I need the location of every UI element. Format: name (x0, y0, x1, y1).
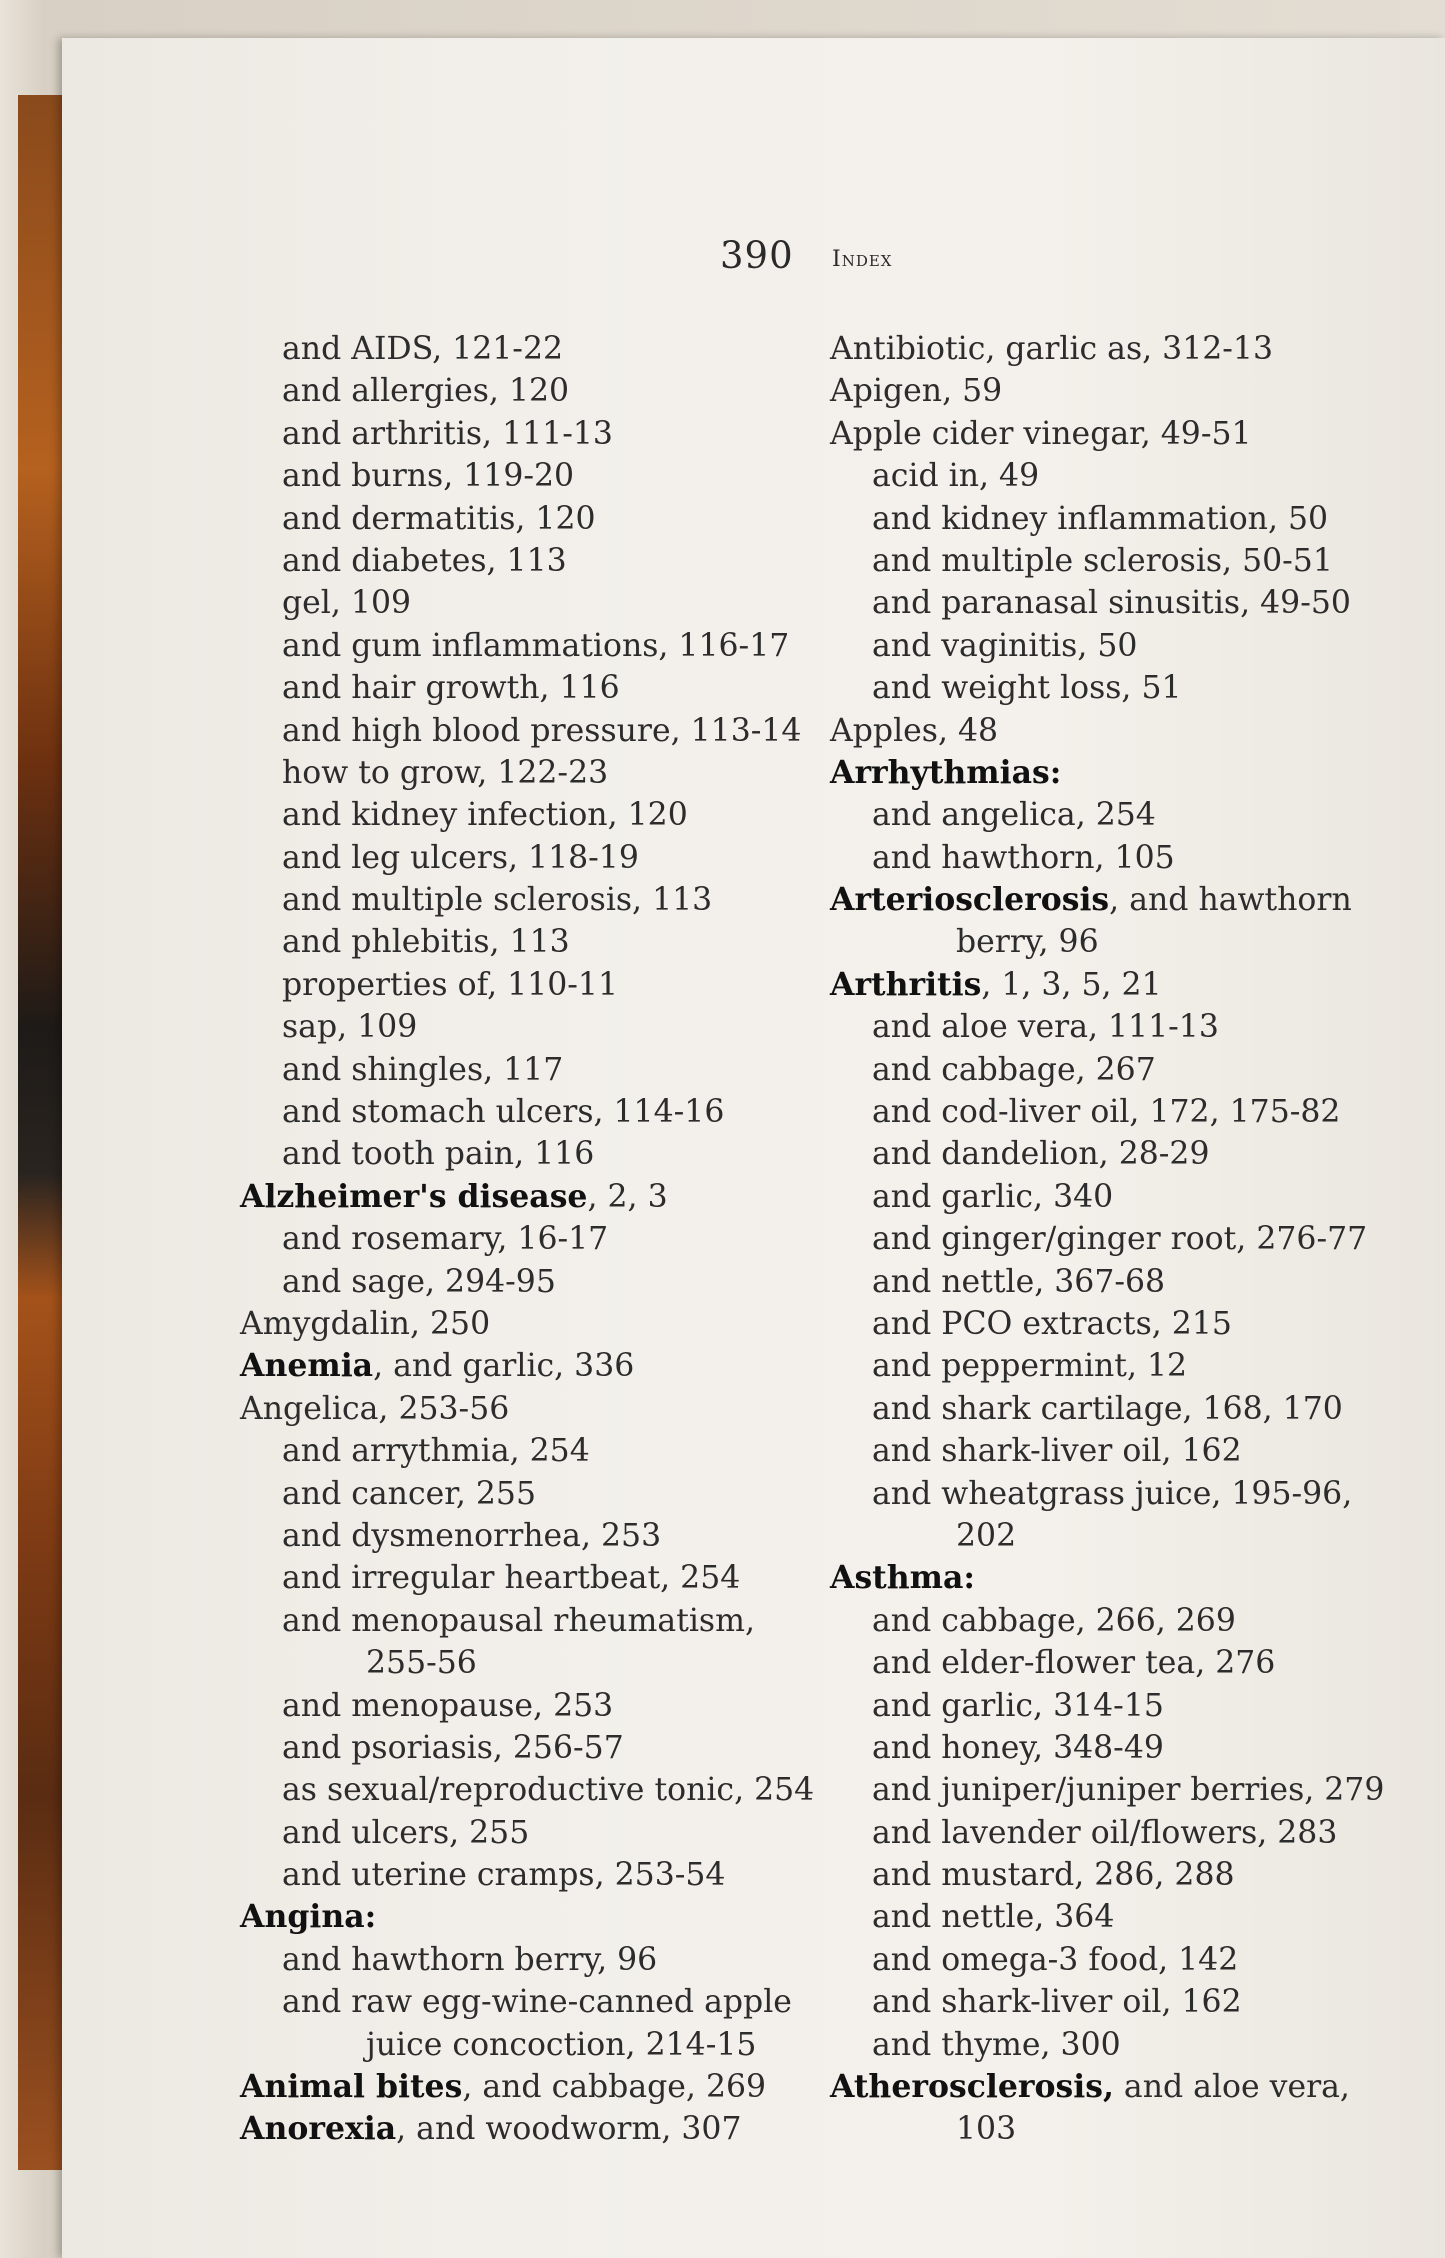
index-entry-text: and nettle, 367-68 (872, 1263, 1166, 1300)
index-entry (240, 1600, 860, 1642)
index-entry-text: and gum inflammations, 116-17 (282, 627, 790, 664)
index-entry-text: and hawthorn, 105 (872, 839, 1175, 876)
index-entry-text: , and woodworm, 307 (396, 2111, 742, 2148)
index-entry-text: and shark cartilage, 168, 170 (872, 1390, 1343, 1427)
index-entry-text: and angelica, 254 (872, 797, 1156, 834)
index-entry-text: and nettle, 364 (872, 1899, 1115, 1936)
index-heading-term: Atherosclerosis, (830, 2068, 1114, 2106)
index-entry (830, 837, 1430, 879)
index-entry (830, 1303, 1430, 1345)
index-entry-text: and shingles, 117 (282, 1051, 564, 1088)
index-entry-text: and multiple sclerosis, 113 (282, 882, 713, 919)
index-entry (830, 1769, 1430, 1811)
index-entry (830, 1557, 1430, 1599)
index-entry (240, 328, 860, 370)
index-entry-text: and hair growth, 116 (282, 670, 620, 707)
index-entry (830, 879, 1430, 921)
index-entry-text: and weight loss, 51 (872, 670, 1182, 707)
index-entry (240, 1388, 860, 1430)
index-entry (830, 625, 1430, 667)
index-entry (240, 1430, 860, 1472)
index-entry-text: and raw egg-wine-canned apple (282, 1984, 792, 2021)
index-entry-text: and shark-liver oil, 162 (872, 1984, 1242, 2021)
index-entry (830, 1049, 1430, 1091)
index-entry (240, 1176, 860, 1218)
index-entry-text: and PCO extracts, 215 (872, 1305, 1232, 1342)
index-entry (830, 1939, 1430, 1981)
index-entry-text: and aloe vera, (1113, 2069, 1350, 2106)
index-entry-text: and garlic, 314-15 (872, 1687, 1164, 1724)
index-entry (240, 2024, 860, 2066)
index-entry (830, 1345, 1430, 1387)
index-heading-term: Anemia (240, 1347, 374, 1385)
index-entry (240, 498, 860, 540)
index-entry-text: and vaginitis, 50 (872, 627, 1138, 664)
index-entry-text: how to grow, 122-23 (282, 754, 609, 791)
index-entry-text: and phlebitis, 113 (282, 924, 570, 961)
index-entry (830, 1430, 1430, 1472)
index-entry (240, 1091, 860, 1133)
index-entry (240, 921, 860, 963)
index-entry (240, 964, 860, 1006)
index-entry-text: 103 (956, 2111, 1017, 2148)
index-entry (830, 1727, 1430, 1769)
index-entry-text: gel, 109 (282, 585, 412, 622)
index-entry-text: and cod-liver oil, 172, 175-82 (872, 1094, 1341, 1131)
page-header (62, 234, 1445, 294)
index-entry-text: and dandelion, 28-29 (872, 1136, 1210, 1173)
index-entry-text: and ulcers, 255 (282, 1814, 530, 1851)
index-entry (830, 1812, 1430, 1854)
index-page (62, 38, 1445, 2258)
index-entry (240, 413, 860, 455)
index-heading-term: Arteriosclerosis (830, 881, 1110, 919)
index-entry (240, 2108, 860, 2150)
index-entry (830, 1473, 1430, 1515)
index-entry-text: as sexual/reproductive tonic, 254 (282, 1772, 815, 1809)
index-entry (240, 1939, 860, 1981)
index-entry (240, 1854, 860, 1896)
index-column-left (240, 328, 860, 2151)
index-entry-text: and cabbage, 266, 269 (872, 1602, 1236, 1639)
index-entry-text: and uterine cramps, 253-54 (282, 1857, 726, 1894)
index-entry (240, 1133, 860, 1175)
index-entry (830, 582, 1430, 624)
index-entry-text: , and hawthorn (1109, 882, 1352, 919)
index-entry (830, 667, 1430, 709)
index-entry-text: and juniper/juniper berries, 279 (872, 1772, 1385, 1809)
index-entry (240, 1727, 860, 1769)
index-entry (240, 1981, 860, 2023)
index-entry-text: Apple cider vinegar, 49-51 (830, 415, 1252, 452)
index-entry (830, 1854, 1430, 1896)
index-entry-text: and sage, 294-95 (282, 1263, 556, 1300)
index-entry-text: and elder-flower tea, 276 (872, 1645, 1276, 1682)
index-entry (240, 794, 860, 836)
index-heading-term: Angina: (240, 1898, 377, 1936)
index-entry-text: and wheatgrass juice, 195-96, (872, 1475, 1353, 1512)
index-entry (240, 625, 860, 667)
index-entry-text: and menopausal rheumatism, (282, 1602, 755, 1639)
index-heading-term: Arrhythmias: (830, 753, 1062, 791)
book-spine (18, 95, 68, 2170)
index-entry (830, 1685, 1430, 1727)
index-entry-text: and AIDS, 121-22 (282, 331, 564, 367)
index-entry (830, 1600, 1430, 1642)
index-entry-text: and aloe vera, 111-13 (872, 1009, 1219, 1046)
index-entry-text: and hawthorn berry, 96 (282, 1941, 658, 1978)
index-entry (830, 413, 1430, 455)
index-entry (830, 2024, 1430, 2066)
index-entry-text: and menopause, 253 (282, 1687, 614, 1724)
index-entry (240, 1769, 860, 1811)
index-entry (830, 2108, 1430, 2150)
index-entry-text: and shark-liver oil, 162 (872, 1433, 1242, 1470)
index-entry (830, 2066, 1430, 2108)
index-entry (830, 1388, 1430, 1430)
index-entry-text: and burns, 119-20 (282, 458, 575, 495)
index-entry (830, 752, 1430, 794)
index-entry-text: and cabbage, 267 (872, 1051, 1156, 1088)
index-entry (830, 710, 1430, 752)
index-entry-text: and lavender oil/flowers, 283 (872, 1814, 1338, 1851)
index-entry-text: and honey, 348-49 (872, 1729, 1164, 1766)
index-entry-text: and kidney inflammation, 50 (872, 500, 1329, 537)
index-entry (240, 1642, 860, 1684)
index-heading-term: Animal bites (240, 2068, 463, 2106)
index-entry (830, 1515, 1430, 1557)
index-entry-text: and kidney infection, 120 (282, 797, 688, 834)
index-entry (240, 1345, 860, 1387)
index-entry (240, 1557, 860, 1599)
index-entry (830, 1896, 1430, 1938)
index-heading-term: Arthritis (830, 965, 982, 1003)
index-entry (830, 1006, 1430, 1048)
index-entry-text: Apigen, 59 (830, 373, 1003, 410)
index-entry-text: sap, 109 (282, 1009, 418, 1046)
index-entry (830, 1091, 1430, 1133)
index-entry (830, 1981, 1430, 2023)
index-entry-text: berry, 96 (956, 924, 1099, 961)
index-entry-text: , 1, 3, 5, 21 (981, 966, 1162, 1003)
index-entry (240, 667, 860, 709)
index-entry-text: , 2, 3 (587, 1178, 668, 1215)
index-entry-text: and thyme, 300 (872, 2026, 1121, 2063)
index-entry-text: juice concoction, 214-15 (366, 2026, 757, 2063)
index-entry (830, 964, 1430, 1006)
index-entry (240, 710, 860, 752)
index-entry-text: Apples, 48 (830, 712, 999, 749)
index-entry (830, 498, 1430, 540)
index-entry-text: and paranasal sinusitis, 49-50 (872, 585, 1351, 622)
index-entry-text: Antibiotic, garlic as, 312-13 (830, 331, 1273, 367)
index-entry (240, 1006, 860, 1048)
index-entry-text: 255-56 (366, 1645, 477, 1682)
index-entry-text: and stomach ulcers, 114-16 (282, 1094, 725, 1131)
index-entry-text: and diabetes, 113 (282, 542, 567, 579)
index-entry (830, 794, 1430, 836)
index-entry-text: and ginger/ginger root, 276-77 (872, 1221, 1368, 1258)
index-entry (240, 582, 860, 624)
index-entry (830, 1261, 1430, 1303)
index-entry-text: properties of, 110-11 (282, 966, 618, 1003)
index-entry-text: Angelica, 253-56 (240, 1390, 510, 1427)
running-head: Index (832, 247, 893, 272)
index-entry-text: acid in, 49 (872, 458, 1040, 495)
index-entry (240, 370, 860, 412)
index-heading-term: Anorexia (240, 2110, 397, 2148)
index-entry-text: and tooth pain, 116 (282, 1136, 595, 1173)
index-entry (240, 752, 860, 794)
index-entry (240, 1473, 860, 1515)
index-entry (240, 1049, 860, 1091)
index-entry-text: , and cabbage, 269 (462, 2069, 767, 2106)
index-entry (830, 1133, 1430, 1175)
index-entry (240, 1896, 860, 1938)
index-heading-term: Asthma: (830, 1559, 975, 1597)
index-entry (240, 1218, 860, 1260)
index-entry (240, 879, 860, 921)
index-entry (240, 1685, 860, 1727)
index-entry-text: and rosemary, 16-17 (282, 1221, 609, 1258)
index-entry (830, 1642, 1430, 1684)
index-entry-text: and psoriasis, 256-57 (282, 1729, 624, 1766)
index-entry (830, 328, 1430, 370)
index-entry-text: 202 (956, 1517, 1017, 1554)
index-entry-text: and mustard, 286, 288 (872, 1857, 1235, 1894)
index-entry-text: and allergies, 120 (282, 373, 570, 410)
index-entry (240, 1261, 860, 1303)
index-entry (830, 1218, 1430, 1260)
index-entry (830, 1176, 1430, 1218)
index-entry-text: and peppermint, 12 (872, 1348, 1188, 1385)
index-entry-text: and cancer, 255 (282, 1475, 536, 1512)
index-heading-term: Alzheimer's disease (240, 1177, 588, 1215)
index-entry-text: and irregular heartbeat, 254 (282, 1560, 741, 1597)
index-entry (830, 540, 1430, 582)
index-entry (240, 837, 860, 879)
index-entry (240, 1515, 860, 1557)
index-entry (240, 1812, 860, 1854)
index-entry-text: and high blood pressure, 113-14 (282, 712, 802, 749)
index-entry-text: , and garlic, 336 (373, 1348, 635, 1385)
index-entry (240, 455, 860, 497)
index-entry (830, 370, 1430, 412)
index-entry (830, 455, 1430, 497)
index-entry-text: and arthritis, 111-13 (282, 415, 613, 452)
index-entry-text: Amygdalin, 250 (240, 1305, 491, 1342)
index-entry (830, 921, 1430, 963)
page-number: 390 (720, 234, 794, 277)
index-entry (240, 1303, 860, 1345)
index-entry-text: and omega-3 food, 142 (872, 1941, 1239, 1978)
index-entry-text: and garlic, 340 (872, 1178, 1114, 1215)
index-entry-text: and arrythmia, 254 (282, 1433, 590, 1470)
index-entry-text: and multiple sclerosis, 50-51 (872, 542, 1333, 579)
index-entry-text: and leg ulcers, 118-19 (282, 839, 639, 876)
index-column-right (830, 328, 1430, 2151)
index-entry-text: and dysmenorrhea, 253 (282, 1517, 662, 1554)
index-entry-text: and dermatitis, 120 (282, 500, 596, 537)
index-entry (240, 540, 860, 582)
index-entry (240, 2066, 860, 2108)
